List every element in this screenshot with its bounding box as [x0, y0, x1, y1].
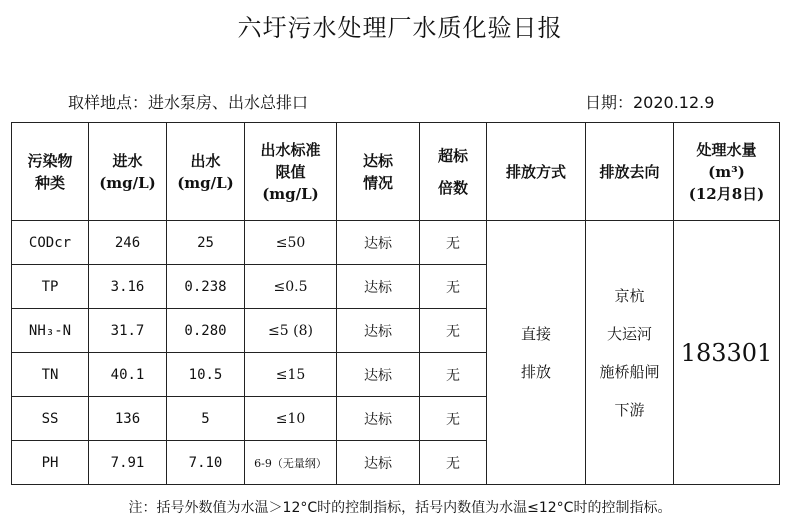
limit-cell: ≤10 [245, 397, 337, 441]
effluent-cell: 10.5 [167, 353, 245, 397]
header-discharge-method: 排放方式 [487, 123, 586, 221]
table-row [12, 221, 780, 265]
footnote: 注：括号外数值为水温＞12°C时的控制指标，括号内数值为水温≤12°C时的控制指标。 [128, 500, 672, 516]
influent-cell: 7.91 [89, 441, 167, 485]
header-discharge-destination: 排放去向 [586, 123, 674, 221]
effluent-cell: 7.10 [167, 441, 245, 485]
header-row [12, 123, 780, 221]
influent-cell: 136 [89, 397, 167, 441]
influent-cell: 246 [89, 221, 167, 265]
report-date: 日期：2020.12.9 [585, 93, 715, 112]
header-volume: 处理水量 (m³) (12月8日) [674, 123, 780, 221]
header-pollutant: 污染物 种类 [12, 123, 89, 221]
report-title: 六圩污水处理厂水质化验日报 [237, 14, 563, 42]
limit-cell: 6-9（无量纲） [245, 441, 337, 485]
status-cell: 达标 [337, 397, 420, 441]
influent-cell: 3.16 [89, 265, 167, 309]
discharge-method-cell: 直接 排放 [487, 221, 586, 485]
exceed-cell: 无 [420, 397, 487, 441]
status-cell: 达标 [337, 309, 420, 353]
sampling-location: 取样地点：进水泵房、出水总排口 [68, 93, 309, 112]
header-effluent: 出水 (mg/L) [167, 123, 245, 221]
status-cell: 达标 [337, 265, 420, 309]
effluent-cell: 25 [167, 221, 245, 265]
param-cell: SS [12, 397, 89, 441]
exceed-cell: 无 [420, 309, 487, 353]
volume-cell: 183301 [674, 221, 780, 485]
influent-cell: 31.7 [89, 309, 167, 353]
header-influent: 进水 (mg/L) [89, 123, 167, 221]
header-status: 达标 情况 [337, 123, 420, 221]
param-cell: CODcr [12, 221, 89, 265]
limit-cell: ≤50 [245, 221, 337, 265]
status-cell: 达标 [337, 441, 420, 485]
param-cell: TP [12, 265, 89, 309]
exceed-cell: 无 [420, 353, 487, 397]
exceed-cell: 无 [420, 441, 487, 485]
param-cell: NH₃-N [12, 309, 89, 353]
param-cell: PH [12, 441, 89, 485]
limit-cell: ≤5 (8) [245, 309, 337, 353]
param-cell: TN [12, 353, 89, 397]
limit-cell: ≤0.5 [245, 265, 337, 309]
limit-cell: ≤15 [245, 353, 337, 397]
discharge-destination-cell: 京杭 大运河 施桥船闸 下游 [586, 221, 674, 485]
influent-cell: 40.1 [89, 353, 167, 397]
effluent-cell: 0.280 [167, 309, 245, 353]
header-limit: 出水标准 限值 (mg/L) [245, 123, 337, 221]
status-cell: 达标 [337, 353, 420, 397]
water-quality-table [11, 122, 780, 485]
effluent-cell: 5 [167, 397, 245, 441]
status-cell: 达标 [337, 221, 420, 265]
header-exceed: 超标 倍数 [420, 123, 487, 221]
exceed-cell: 无 [420, 265, 487, 309]
exceed-cell: 无 [420, 221, 487, 265]
effluent-cell: 0.238 [167, 265, 245, 309]
